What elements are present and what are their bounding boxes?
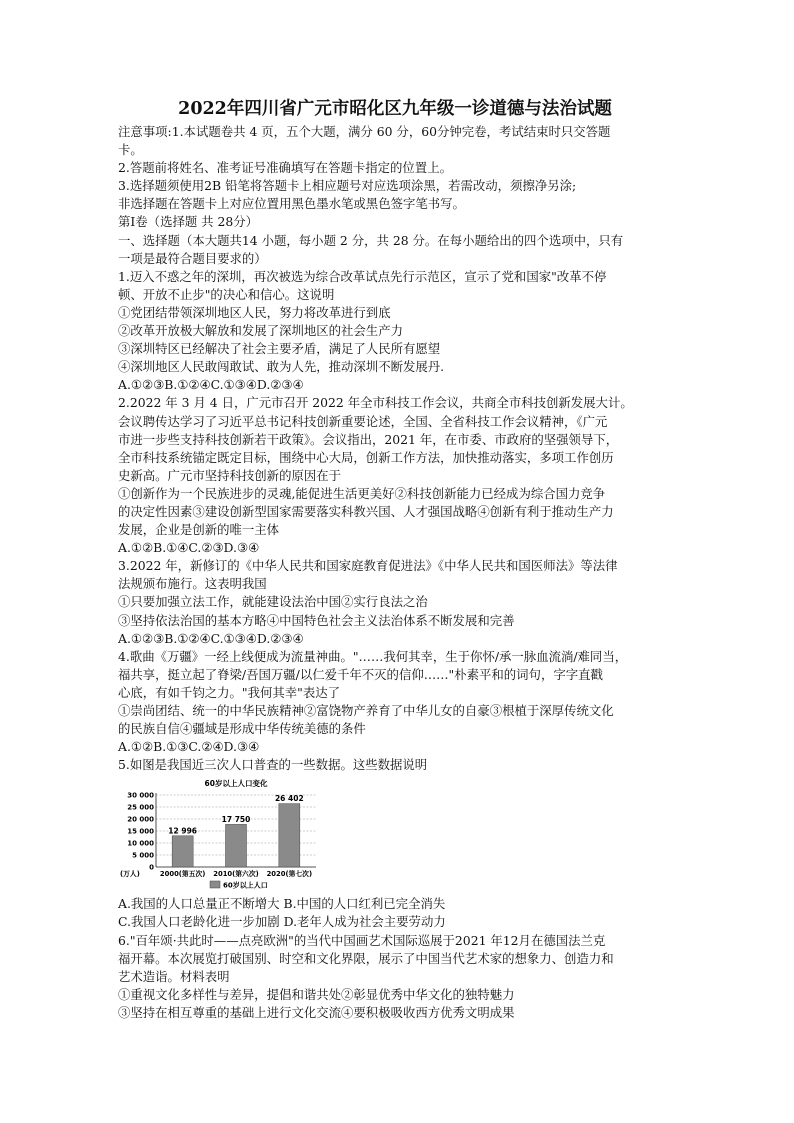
notes-line: 3.选择题须使用2B 铅笔将答题卡上相应题号对应选项涂黑，若需改动，须擦净另涂; <box>118 178 577 194</box>
question-line: ①崇尚团结、统一的中华民族精神②富饶物产养育了中华儿女的自豪③根植于深厚传统文化 <box>118 703 614 718</box>
question-line: 法规颁布施行。这表明我国 <box>118 576 267 592</box>
bar <box>279 804 300 867</box>
y-tick-label: 5 000 <box>132 851 154 860</box>
question-line: 4.歌曲《万疆》一经上线便成为流量神曲。"……我何其幸，生于你怀/承一脉血流淌/难同当， <box>118 648 628 664</box>
question-line: ③坚持在相互尊重的基础上进行文化交流④要积极吸收西方优秀文明成果 <box>118 1004 515 1020</box>
question-line: ③深圳特区已经解决了社会主要矛盾，满足了人民所有愿望 <box>118 341 441 357</box>
question-line: ①只要加强立法工作，就能建设法治中国②实行良法之治 <box>118 594 428 610</box>
notes-line: 2.答题前将姓名、准考证号准确填写在答题卡指定的位置上。 <box>118 160 452 176</box>
question-line: 福开幕。本次展览打破国别、时空和文化界限，展示了中国当代艺术家的想象力、创造力和 <box>118 950 614 966</box>
question-line: ①重视文化多样性与差异，提倡和谐共处②彰显优秀中华文化的独特魅力 <box>118 986 515 1002</box>
unit-label: (万人) <box>120 870 140 879</box>
question-line: 5.如图是我国近三次人口普查的一些数据。这些数据说明 <box>118 757 428 773</box>
question-6 <box>118 932 678 1022</box>
y-tick-label: 25 000 <box>127 803 154 812</box>
question-5 <box>118 756 678 931</box>
question-line: 6."百年颂·共此时——点亮欧洲"的当代中国画艺术国际巡展于2021 年12月在德国法兰克 <box>118 932 606 948</box>
page-title: 2022年四川省广元市昭化区九年级一诊道德与法治试题 <box>178 99 612 119</box>
question-line: 顿、开放不止步"的决心和信心。这说明 <box>118 286 335 302</box>
question-line: 的决定性因素③建设创新型国家需要落实科教兴国、人才强国战略④创新有利于推动生产力 <box>118 503 614 519</box>
question-line: 2.2022 年 3 月 4 日，广元市召开 2022 年全市科技工作会议，共商全市科技创新发展大计。 <box>118 395 633 411</box>
answer-options: C.我国人口老龄化进一步加剧 D.老年人成为社会主要劳动力 <box>118 914 446 930</box>
question-line: ④深圳地区人民敢闯敢试、敢为人先，推动深圳不断发展丹. <box>118 359 445 375</box>
notes-line: 非选择题在答题卡上对应位置用黑色墨水笔或黑色签字笔书写。 <box>118 196 465 212</box>
question-line: 全市科技系统锚定既定目标，围绕中心大局，创新工作方法，加快推动落实，多项工作创历 <box>118 449 614 465</box>
answer-options: A.①②③B.①②④C.①③④D.②③④ <box>118 630 304 646</box>
section-heading: 一、选择题（本大题共14 小题，每小题 2 分，共 28 分。在每小题给出的四个选项中，只有 <box>118 232 624 248</box>
x-tick-label: 2000(第五次) <box>159 870 206 879</box>
question-line: 发展，企业是创新的唯一主体 <box>118 522 280 538</box>
data-label: 17 750 <box>221 815 251 825</box>
question-1 <box>118 268 678 395</box>
question-line: 福共享，挺立起了脊梁/吾国万疆/以仁爱千年不灭的信仰……"朴素平和的词句，字字直戳 <box>118 666 603 682</box>
y-tick-label: 15 000 <box>127 827 154 836</box>
question-line: 3.2022 年，新修订的《中华人民共和国家庭教育促进法》《中华人民共和国医师法》等法律 <box>118 558 618 574</box>
question-4 <box>118 648 678 757</box>
legend-label: 60岁以上人口 <box>223 881 268 890</box>
population-chart <box>118 777 318 893</box>
question-3 <box>118 557 678 647</box>
question-line: ①创新作为一个民族进步的灵魂,能促进生活更美好②科技创新能力已经成为综合国力竞争 <box>118 485 606 501</box>
exam-page <box>118 96 678 1022</box>
question-2 <box>118 394 678 557</box>
notes-block <box>118 123 678 213</box>
legend-swatch <box>210 881 220 888</box>
notes-line: 注意事项:1.本试题卷共 4 页，五个大题，满分 60 分，60分钟完卷，考试结束时只交答题 <box>118 124 611 139</box>
bar <box>226 825 247 868</box>
data-label: 26 402 <box>274 794 304 804</box>
y-tick-label: 20 000 <box>127 815 154 824</box>
part-heading: 第Ⅰ卷（选择题 共 28分） <box>118 214 259 230</box>
question-line: 史新高。广元市坚持科技创新的原因在于 <box>118 467 342 483</box>
x-tick-label: 2020(第七次) <box>266 870 313 879</box>
notes-line: 卡。 <box>118 142 143 158</box>
chart-title: 60岁以上人口变化 <box>204 779 268 789</box>
answer-options: A.①②③B.①②④C.①③④D.②③④ <box>118 377 304 393</box>
question-line: ①党团结带领深圳地区人民，努力将改革进行到底 <box>118 304 391 320</box>
section-heading: 一项是最符合题目要求的） <box>118 250 267 266</box>
data-label: 12 996 <box>168 826 198 836</box>
answer-options: A.①②B.①③C.②④D.③④ <box>118 739 260 755</box>
question-line: 市进一步些支持科技创新若干政策》。会议指出，2021 年，在市委、市政府的坚强领导下， <box>118 431 619 447</box>
answer-options: A.我国的人口总量正不断增大 B.中国的人口红利已完全消失 <box>118 896 446 912</box>
question-line: 心底，有如千钧之力。"我何其幸"表达了 <box>118 684 341 700</box>
question-line: 艺术造诣。材料表明 <box>118 968 230 984</box>
question-line: ②改革开放极大解放和发展了深圳地区的社会生产力 <box>118 323 403 339</box>
x-tick-label: 2010(第六次) <box>213 870 259 879</box>
answer-options: A.①②B.①④C.②③D.③④ <box>118 540 260 556</box>
y-tick-label: 30 000 <box>127 791 154 800</box>
y-tick-label: 0 <box>149 863 154 872</box>
question-line: 1.迈入不惑之年的深圳，再次被选为综合改革试点先行示范区，宣示了党和国家"改革不停 <box>118 268 607 284</box>
question-line: 会议聘传达学习了习近平总书记科技创新重要论述，全国、全省科技工作会议精神，《广元 <box>118 413 608 429</box>
question-line: ③坚持依法治国的基本方略④中国特色社会主义法治体系不断发展和完善 <box>118 612 515 628</box>
y-tick-label: 10 000 <box>127 839 154 848</box>
bar <box>172 836 193 867</box>
bar-chart <box>118 777 318 893</box>
question-line: 的民族自信④疆域是形成中华传统美德的条件 <box>118 721 366 737</box>
